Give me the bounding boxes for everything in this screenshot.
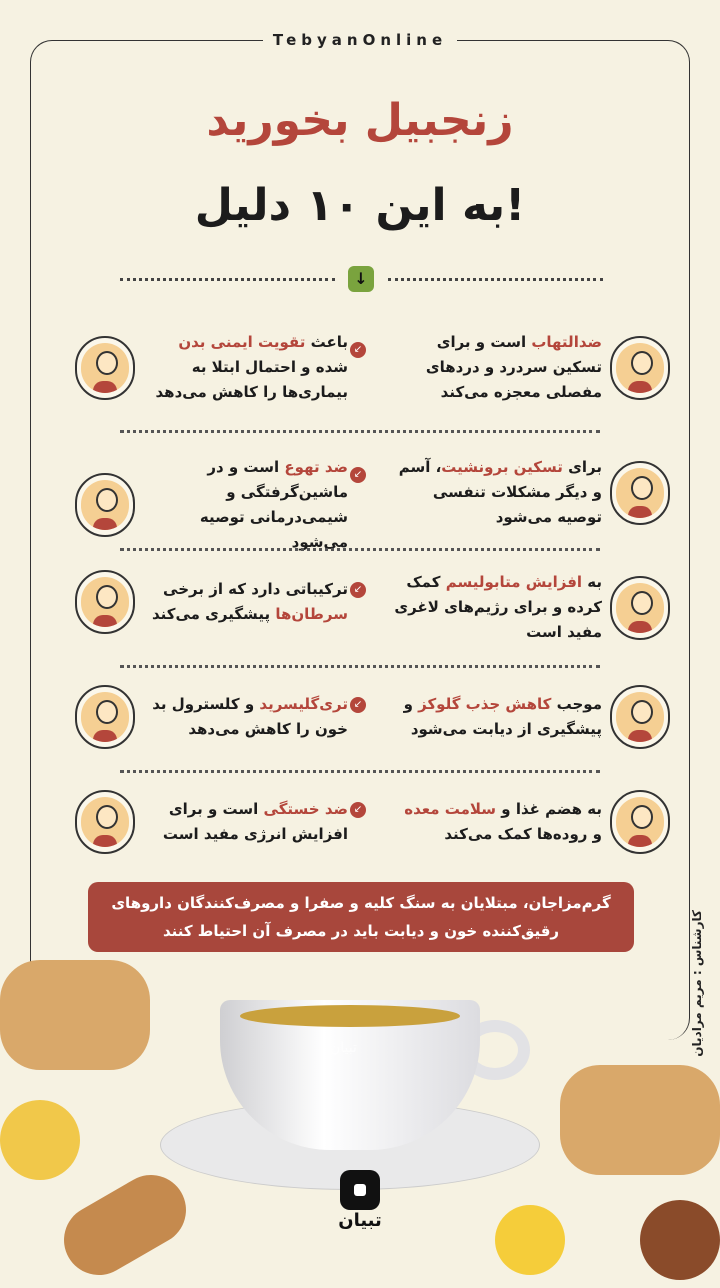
benefit-item-left [70, 685, 348, 749]
brand-text: TebyanOnline [263, 31, 457, 49]
person-icon [75, 790, 135, 854]
ginger-slice-image [0, 1100, 80, 1180]
tea [240, 1005, 460, 1027]
highlight-text: تقویت ایمنی بدن [178, 333, 306, 351]
text-after: پیشگیری می‌کند [151, 605, 276, 623]
text-before: برای [562, 458, 602, 476]
arrow-bullet-icon: ↙ [350, 802, 366, 818]
benefit-text [143, 692, 348, 742]
arrow-bullet-icon: ↙ [350, 342, 366, 358]
text-after: است و برای تسکین سردرد و دردهای مفصلی معجزه می‌کند [425, 333, 602, 401]
title-line2: به این ۱۰ دلیل! [194, 180, 526, 231]
dotted-separator [120, 430, 600, 433]
benefit-item-right [388, 570, 670, 645]
benefit-item-right [388, 685, 670, 749]
ginger-image [560, 1065, 720, 1175]
benefit-item-left [70, 455, 348, 555]
benefit-item-right [388, 455, 670, 530]
highlight-text: ضد خستگی [263, 800, 348, 818]
person-icon [610, 790, 670, 854]
text-after: کمک کرده و برای رژیم‌های لاغری مفید است [394, 573, 602, 641]
benefit-text [390, 455, 602, 530]
dotted-separator [120, 770, 600, 773]
arrow-bullet-icon: ↙ [350, 467, 366, 483]
person-icon [75, 570, 135, 634]
text-after: و پیشگیری از دیابت می‌شود [403, 695, 602, 738]
person-icon [610, 461, 670, 525]
credit: کارشناس : مریم مرادیان [690, 910, 704, 1057]
text-before: باعث [305, 333, 348, 351]
dotted-separator [120, 665, 600, 668]
person-icon [75, 685, 135, 749]
arrow-down-icon: ↓ [348, 266, 374, 292]
text-after: ، آسم و دیگر مشکلات تنفسی توصیه می‌شود [398, 458, 602, 526]
logo-icon [340, 1170, 380, 1210]
highlight-text: تری‌گلیسرید [259, 695, 348, 713]
text-after: است و در ماشین‌گرفتگی و شیمی‌درمانی توصیه می‌شود [199, 458, 348, 551]
text-before: به هضم غذا و [496, 800, 602, 818]
text-before: ترکیباتی دارد که از برخی [163, 580, 348, 598]
benefit-item-left [70, 330, 348, 405]
benefit-text [143, 330, 348, 405]
text-after: شده و احتمال ابتلا به بیماری‌ها را کاهش می‌دهد [155, 358, 348, 401]
lemon-image [495, 1205, 565, 1275]
benefit-text [390, 570, 602, 645]
highlight-text: سلامت معده [404, 800, 497, 818]
person-icon [75, 473, 135, 537]
ginger-powder-image [640, 1200, 720, 1280]
warning-box: گرم‌مزاجان، مبتلایان به سنگ کلیه و صفرا و مصرف‌کنندگان داروهای رقیق‌کننده خون و دیابت باید در مصرف آن احتیاط کنند [88, 882, 634, 952]
benefit-item-left [70, 570, 348, 634]
arrow-bullet-icon: ↙ [350, 697, 366, 713]
highlight-text: افزایش متابولیسم [445, 573, 583, 591]
highlight-text: ضدالتهاب [531, 333, 602, 351]
benefit-text [390, 797, 602, 847]
highlight-text: کاهش جذب گلوکز [418, 695, 552, 713]
highlight-text: سرطان‌ها [275, 605, 348, 623]
benefit-row [70, 790, 670, 890]
brand [0, 30, 720, 49]
benefit-text [390, 692, 602, 742]
arrow-bullet-icon: ↙ [350, 582, 366, 598]
text-after: است و برای افزایش انرژی مفید است [162, 800, 348, 843]
benefit-text [143, 455, 348, 555]
text-before: به [582, 573, 602, 591]
person-icon [75, 336, 135, 400]
text-after: و روده‌ها کمک می‌کند [444, 825, 602, 843]
benefit-item-right [388, 330, 670, 405]
highlight-text: ضد تهوع [284, 458, 348, 476]
ginger-image [0, 960, 150, 1070]
person-icon [610, 576, 670, 640]
benefit-text [390, 330, 602, 405]
tebyan-logo [330, 1170, 390, 1231]
person-icon [610, 685, 670, 749]
logo-text: تبیان [338, 1210, 382, 1231]
title-line1: زنجبیل بخورید [206, 95, 514, 146]
benefit-item-left [70, 790, 348, 854]
highlight-text: تسکین برونشیت [441, 458, 563, 476]
benefit-row [70, 330, 670, 430]
divider-right [388, 278, 603, 281]
benefit-row [70, 455, 670, 555]
watermark: تبیان [330, 1040, 357, 1056]
benefit-text [143, 797, 348, 847]
text-before: موجب [551, 695, 602, 713]
dotted-separator [120, 548, 600, 551]
benefit-row [70, 570, 670, 670]
spoon-image [51, 1162, 199, 1288]
person-icon [610, 336, 670, 400]
text-after: و کلسترول بد خون را کاهش می‌دهد [152, 695, 348, 738]
benefit-item-right [388, 790, 670, 854]
divider-left [120, 278, 335, 281]
benefit-text [143, 577, 348, 627]
